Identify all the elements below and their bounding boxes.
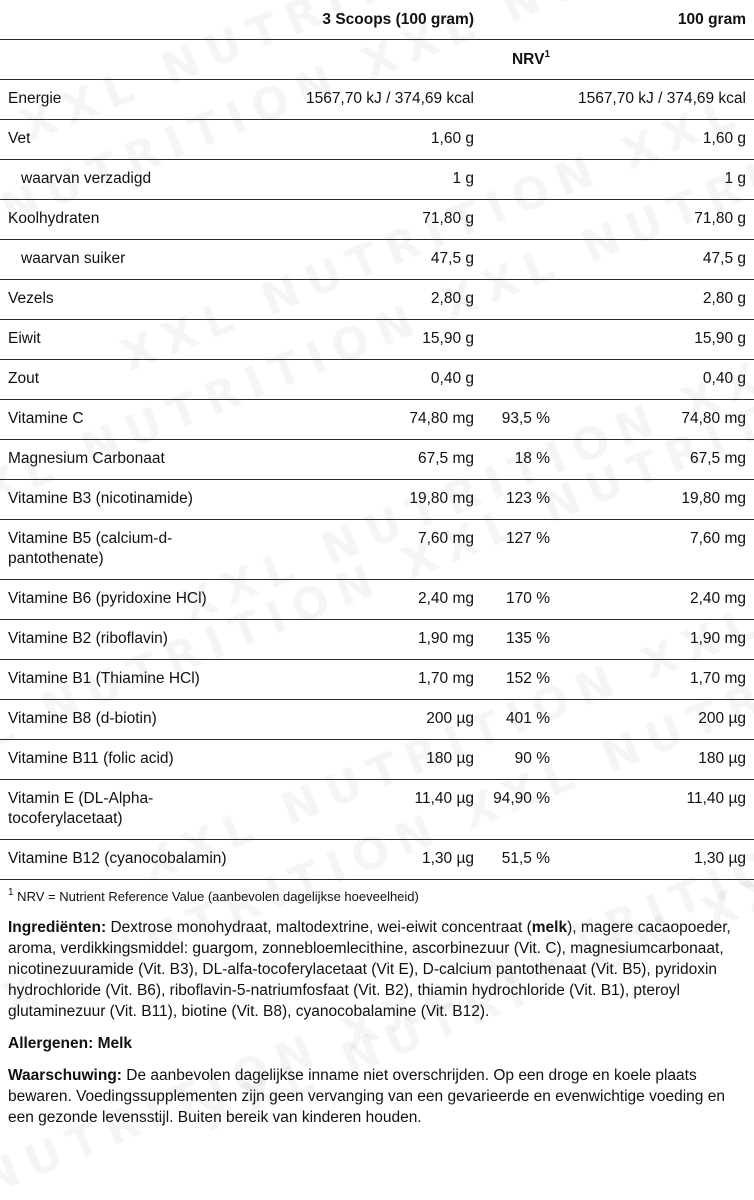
- serving-value: 19,80 mg: [409, 490, 474, 507]
- header-name-cell: [0, 0, 256, 40]
- nutrient-row: [0, 700, 754, 740]
- nrv-value: 123 %: [506, 490, 550, 507]
- nutrient-name: waarvan suiker: [21, 250, 126, 267]
- per100-value: 74,80 mg: [681, 410, 746, 427]
- nrv-value: 170 %: [506, 590, 550, 607]
- nrv-value: [482, 200, 558, 240]
- per100-value: 1 g: [724, 170, 746, 187]
- ingredients-paragraph: Ingrediënten: Dextrose monohydraat, maltodextrine, wei-eiwit concentraat (melk), magere cacaopoeder, aroma, verdikkingsmiddel: guargom, zonnebloemlecithine, ascorbinezuur (Vit. C), magnesiumcarbonaat, nicotinezuuramide (Vit. B3), DL-alfa-tocoferylacetaat (Vit E), D-calcium pantothenaat (Vit. B5), pyridoxin hydrochloride (Vit. B6), riboflavin-5-natriumfosfaat (Vit. B2), thiamin hydrochloride (Vit. B1), pteroyl glutaminezuur (Vit. B11), biotine (Vit. B8), cyanocobalamine (Vit. B12).: [8, 919, 731, 1020]
- nrv-value: [482, 80, 558, 120]
- per100-value: 1,90 mg: [689, 630, 746, 647]
- nutrient-name: waarvan verzadigd: [21, 170, 152, 187]
- nutrient-row: [0, 580, 754, 620]
- warning-paragraph: Waarschuwing: De aanbevolen dagelijkse inname niet overschrijden. Op een droge en koele plaats bewaren. Voedingssupplementen zijn geen vervanging van een gevarieerde en evenwichtige voeding en een gezonde levensstijl. Buiten bereik van kinderen houden.: [8, 1067, 725, 1126]
- nutrient-name: Vitamine B2 (riboflavin): [8, 630, 168, 647]
- serving-value: 15,90 g: [422, 330, 474, 347]
- footer-text: [0, 888, 754, 1128]
- header-per100: 100 gram: [677, 11, 746, 28]
- nutrient-name: Zout: [8, 370, 40, 387]
- per100-value: 11,40 µg: [686, 790, 746, 807]
- nutrient-name: Vitamin E (DL-Alpha-tocoferylacetaat): [8, 790, 154, 827]
- nrv-value: 127 %: [506, 530, 550, 547]
- serving-value: 1,70 mg: [417, 670, 474, 687]
- serving-value: 74,80 mg: [409, 410, 474, 427]
- nrv-value: 90 %: [514, 750, 550, 767]
- serving-value: 1567,70 kJ / 374,69 kcal: [305, 90, 474, 107]
- nutrient-name: Vet: [8, 130, 31, 147]
- nrv-header: NRV$^1$: [511, 48, 550, 68]
- per100-value: 67,5 mg: [689, 450, 746, 467]
- per100-value: 1567,70 kJ / 374,69 kcal: [577, 90, 746, 107]
- warning-label: Waarschuwing:: [8, 1067, 122, 1084]
- nutrient-name: Koolhydraten: [8, 210, 100, 227]
- serving-value: 2,40 mg: [417, 590, 474, 607]
- nutrient-row: [0, 400, 754, 440]
- serving-value: 1 g: [452, 170, 474, 187]
- nutrient-name: Vezels: [8, 290, 54, 307]
- nutrient-name: Vitamine C: [8, 410, 84, 427]
- nutrient-name: Magnesium Carbonaat: [8, 450, 165, 467]
- nutrient-row: [0, 160, 754, 200]
- per100-value: 7,60 mg: [689, 530, 746, 547]
- nrv-value: [482, 320, 558, 360]
- per100-value: 0,40 g: [702, 370, 746, 387]
- per100-value: 1,60 g: [702, 130, 746, 147]
- serving-value: 1,30 µg: [421, 850, 474, 867]
- nutrient-row: [0, 480, 754, 520]
- nrv-value: 93,5 %: [501, 410, 550, 427]
- per100-value: 19,80 mg: [681, 490, 746, 507]
- allergens-line: Allergenen: Melk: [8, 1035, 133, 1052]
- nutrient-row: [0, 660, 754, 700]
- serving-value: 1,90 mg: [417, 630, 474, 647]
- nutrient-row: [0, 120, 754, 160]
- nutrient-row: [0, 80, 754, 120]
- serving-value: 67,5 mg: [417, 450, 474, 467]
- nrv-header-row: [0, 40, 754, 80]
- nrv-value: 135 %: [506, 630, 550, 647]
- nutrient-name: Vitamine B12 (cyanocobalamin): [8, 850, 227, 867]
- per100-value: 47,5 g: [702, 250, 746, 267]
- serving-value: 71,80 g: [422, 210, 474, 227]
- nutrient-row: [0, 620, 754, 660]
- serving-value: 180 µg: [426, 750, 474, 767]
- header-serving: 3 Scoops (100 gram): [322, 11, 474, 28]
- nutrient-name: Eiwit: [8, 330, 41, 347]
- nutrient-row: [0, 240, 754, 280]
- nutrient-row: [0, 440, 754, 480]
- nrv-value: [482, 360, 558, 400]
- per100-value: 2,40 mg: [689, 590, 746, 607]
- nutrient-row: [0, 740, 754, 780]
- serving-value: 0,40 g: [430, 370, 474, 387]
- allergen-highlight: melk: [531, 919, 568, 936]
- header-empty-cell: [482, 0, 558, 40]
- per100-value: 15,90 g: [694, 330, 746, 347]
- serving-value: 1,60 g: [430, 130, 474, 147]
- per100-value: 180 µg: [698, 750, 746, 767]
- nutrient-name: Energie: [8, 90, 62, 107]
- nrv-value: 18 %: [514, 450, 550, 467]
- nutrient-name: Vitamine B3 (nicotinamide): [8, 490, 193, 507]
- nutrient-name: Vitamine B8 (d-biotin): [8, 710, 157, 727]
- serving-value: 7,60 mg: [417, 530, 474, 547]
- per100-value: 200 µg: [698, 710, 746, 727]
- nutrient-name: Vitamine B11 (folic acid): [8, 750, 174, 767]
- nrv-value: [482, 240, 558, 280]
- nrv-value: 152 %: [506, 670, 550, 687]
- nutrient-name: Vitamine B1 (Thiamine HCl): [8, 670, 200, 687]
- serving-value: 47,5 g: [430, 250, 474, 267]
- per100-value: 71,80 g: [694, 210, 746, 227]
- header-row: [0, 0, 754, 40]
- serving-value: 200 µg: [426, 710, 474, 727]
- nrv-value: [482, 280, 558, 320]
- nutrient-row: [0, 280, 754, 320]
- nutrient-row: [0, 840, 754, 880]
- per100-value: 1,30 µg: [693, 850, 746, 867]
- nutrient-row: [0, 780, 754, 840]
- nutrient-name: Vitamine B6 (pyridoxine HCl): [8, 590, 207, 607]
- ingredients-label: Ingrediënten:: [8, 919, 107, 936]
- nrv-value: 94,90 %: [493, 790, 550, 807]
- nutrient-row: [0, 360, 754, 400]
- nutrient-row: [0, 320, 754, 360]
- per100-value: 1,70 mg: [689, 670, 746, 687]
- nrv-footnote: $^1$ NRV = Nutrient Reference Value (aanbevolen dagelijkse hoeveelheid): [8, 886, 419, 904]
- nutrient-name: Vitamine B5 (calcium-d-pantothenate): [8, 530, 173, 567]
- nrv-value: [482, 120, 558, 160]
- nrv-value: 401 %: [506, 710, 550, 727]
- nutrient-row: [0, 520, 754, 580]
- serving-value: 2,80 g: [430, 290, 474, 307]
- per100-value: 2,80 g: [702, 290, 746, 307]
- nrv-value: 51,5 %: [501, 850, 550, 867]
- serving-value: 11,40 µg: [414, 790, 474, 807]
- nrv-value: [482, 160, 558, 200]
- nutrient-row: [0, 200, 754, 240]
